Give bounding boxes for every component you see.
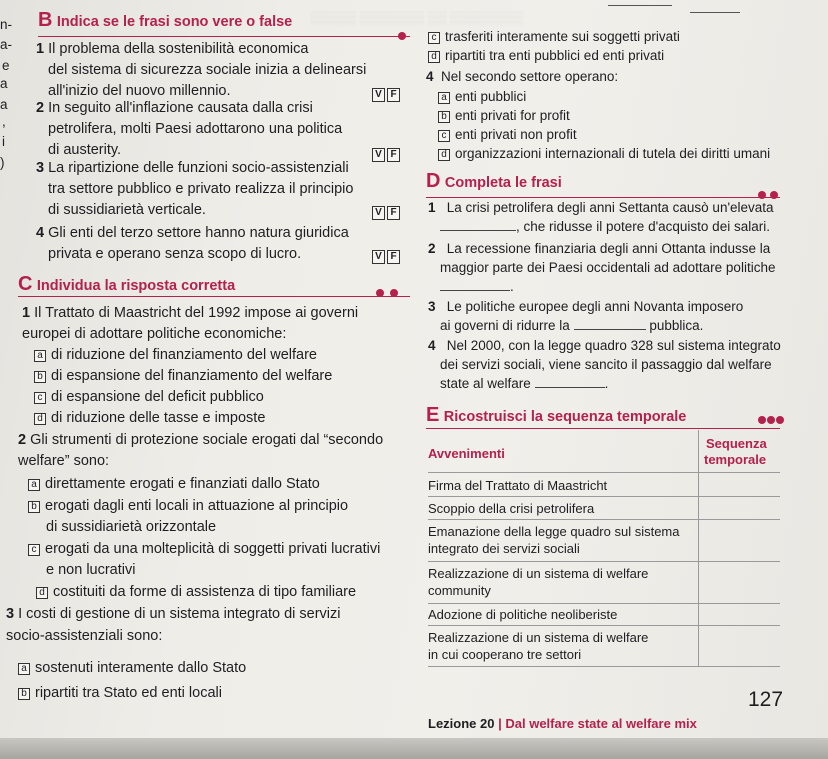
difficulty-dot bbox=[398, 32, 406, 40]
option-key-box: a bbox=[28, 479, 40, 491]
b-item-2-line: di austerity. bbox=[48, 142, 122, 158]
table-row-divider bbox=[428, 561, 780, 562]
difficulty-dot bbox=[376, 289, 384, 297]
c-q2-option-d-right[interactable]: d ripartiti tra enti pubblici ed enti privati bbox=[428, 48, 664, 64]
margin-fragment: n- bbox=[0, 17, 13, 32]
column-header-sequence: temporale bbox=[704, 452, 767, 467]
c-q2-line: welfare” sono: bbox=[18, 453, 110, 469]
table-row-divider bbox=[428, 603, 780, 604]
section-b-letter: B bbox=[38, 9, 53, 31]
b-item-4-line: 4 Gli enti del terzo settore hanno natura giuridica bbox=[36, 225, 349, 241]
column-header-events: Avvenimenti bbox=[428, 446, 505, 461]
b-item-1-line: 1 Il problema della sostenibilità economica bbox=[36, 41, 309, 57]
false-checkbox[interactable]: F bbox=[387, 250, 400, 264]
option-key-box: d bbox=[428, 51, 440, 63]
footer-lesson: Lezione 20 bbox=[428, 716, 495, 731]
d-item-3-line: ai governi di ridurre la pubblica. bbox=[440, 318, 704, 333]
b-item-1-line: del sistema di sicurezza sociale inizia a delinearsi bbox=[48, 62, 367, 78]
table-row: in cui cooperano tre settori bbox=[428, 647, 582, 662]
false-checkbox[interactable]: F bbox=[387, 148, 400, 162]
c-q4-option-a[interactable]: a enti pubblici bbox=[438, 89, 526, 105]
option-key-box: c bbox=[34, 392, 46, 404]
c-q2-option-c-cont: e non lucrativi bbox=[46, 562, 136, 578]
b-item-3-line: di sussidiarietà verticale. bbox=[48, 202, 206, 218]
c-q3-option-b[interactable]: b ripartiti tra Stato ed enti locali bbox=[18, 685, 222, 702]
b-item-3-line: 3 La ripartizione delle funzioni socio-assistenziali bbox=[36, 160, 349, 176]
table-row: Emanazione della legge quadro sul sistema bbox=[428, 524, 680, 539]
difficulty-dot bbox=[776, 416, 784, 424]
c-q1-option-c[interactable]: c di espansione del deficit pubblico bbox=[34, 389, 264, 406]
c-q2-line: 2 Gli strumenti di protezione sociale erogati dal “secondo bbox=[18, 432, 384, 448]
option-key-box: d bbox=[438, 149, 450, 161]
false-checkbox[interactable]: F bbox=[387, 88, 400, 102]
table-row-divider bbox=[428, 472, 780, 473]
b-item-3-line: tra settore pubblico e privato realizza il principio bbox=[48, 181, 354, 197]
option-key-box: b bbox=[28, 501, 40, 513]
option-key-box: c bbox=[28, 544, 40, 556]
margin-fragment: a bbox=[0, 97, 8, 112]
b-item-2-line: petrolifera, molti Paesi adottarono una politica bbox=[48, 121, 343, 137]
difficulty-dot bbox=[767, 416, 775, 424]
b-item-1-line: all'inizio del nuovo millennio. bbox=[48, 83, 231, 99]
table-row: Scoppio della crisi petrolifera bbox=[428, 501, 595, 516]
false-checkbox[interactable]: F bbox=[387, 206, 400, 220]
top-rule-left bbox=[608, 5, 672, 6]
margin-fragment: i bbox=[2, 134, 5, 149]
d-item-3-line: 3 Le politiche europee degli anni Novanta imposero bbox=[428, 299, 744, 314]
c-q4-option-d[interactable]: d organizzazioni internazionali di tutela dei diritti umani bbox=[438, 146, 770, 162]
c-q2-option-a[interactable]: a direttamente erogati e finanziati dallo Stato bbox=[28, 476, 320, 493]
margin-fragment: , bbox=[2, 114, 6, 129]
section-e-heading bbox=[426, 404, 686, 427]
c-q2-option-d[interactable]: d costituiti da forme di assistenza di tipo familiare bbox=[36, 584, 356, 601]
option-key-box: a bbox=[438, 92, 450, 104]
table-row: Adozione di politiche neoliberiste bbox=[428, 607, 618, 622]
option-key-box: b bbox=[18, 688, 30, 700]
b-item-3-number: 3 bbox=[36, 160, 45, 176]
option-key-box: d bbox=[34, 413, 46, 425]
column-header-sequence: Sequenza bbox=[706, 436, 767, 451]
b-item-1-number: 1 bbox=[36, 41, 45, 57]
option-key-box: b bbox=[438, 111, 450, 123]
c-q2-option-b-cont: di sussidiarietà orizzontale bbox=[46, 519, 217, 535]
option-key-box: c bbox=[438, 130, 450, 142]
section-d-rule bbox=[426, 197, 780, 198]
top-rule-right bbox=[690, 12, 740, 13]
c-q1-option-d[interactable]: d di riduzione delle tasse e imposte bbox=[34, 410, 265, 427]
table-row: Firma del Trattato di Maastricht bbox=[428, 478, 608, 493]
d-item-4-line: state al welfare . bbox=[440, 376, 609, 391]
table-row-divider bbox=[428, 666, 780, 667]
section-b-heading bbox=[38, 9, 292, 32]
fill-in-blank[interactable] bbox=[440, 290, 510, 291]
section-e-rule bbox=[426, 428, 780, 429]
c-q1-option-b[interactable]: b di espansione del finanziamento del welfare bbox=[34, 368, 332, 385]
c-q1-line: europei di adottare politiche economiche: bbox=[22, 326, 287, 342]
c-q2-option-c[interactable]: c erogati da una molteplicità di soggetti privati lucrativi bbox=[28, 541, 380, 558]
c-q2-option-c-right[interactable]: c trasferiti interamente sui soggetti privati bbox=[428, 29, 680, 45]
fill-in-blank[interactable] bbox=[440, 230, 516, 231]
d-item-4-line: 4 Nel 2000, con la legge quadro 328 sul sistema integrato bbox=[428, 338, 781, 353]
section-c-rule bbox=[18, 296, 410, 297]
footer-running-head bbox=[428, 716, 697, 731]
c-q3-option-a[interactable]: a sostenuti interamente dallo Stato bbox=[18, 660, 246, 677]
b-item-2-line: 2 In seguito all'inflazione causata dalla crisi bbox=[36, 100, 313, 116]
section-c-letter: C bbox=[18, 273, 33, 295]
b-item-4-line: privata e operano senza scopo di lucro. bbox=[48, 246, 302, 262]
c-q3-line: socio-assistenziali sono: bbox=[6, 628, 163, 644]
fill-in-blank[interactable] bbox=[535, 387, 605, 388]
section-d-letter: D bbox=[426, 170, 441, 192]
page-number: 127 bbox=[748, 688, 784, 711]
table-row: Realizzazione di un sistema di welfare bbox=[428, 566, 649, 581]
option-key-box: d bbox=[36, 587, 48, 599]
section-e-title: Ricostruisci la sequenza temporale bbox=[443, 409, 687, 425]
difficulty-dot bbox=[770, 191, 778, 199]
option-key-box: a bbox=[34, 350, 46, 362]
option-key-box: a bbox=[18, 663, 30, 675]
table-row: integrato dei servizi sociali bbox=[428, 541, 580, 556]
footer-separator: | bbox=[498, 716, 502, 731]
true-checkbox[interactable]: V bbox=[372, 206, 385, 220]
section-b-title: Indica se le frasi sono vere o false bbox=[56, 14, 293, 30]
d-item-2-line: 2 La recessione finanziaria degli anni Ottanta indusse la bbox=[428, 241, 771, 256]
table-row: community bbox=[428, 583, 491, 598]
page-bottom-shadow bbox=[0, 738, 828, 759]
table-column-divider bbox=[698, 430, 699, 666]
d-item-2-line: maggior parte dei Paesi occidentali ad adottare politiche bbox=[440, 260, 776, 275]
table-row-divider bbox=[428, 625, 780, 626]
fill-in-blank[interactable] bbox=[574, 329, 646, 330]
margin-fragment: a- bbox=[0, 37, 13, 52]
difficulty-dot bbox=[758, 416, 766, 424]
section-d-heading bbox=[426, 170, 562, 193]
difficulty-dot bbox=[758, 191, 766, 199]
true-checkbox[interactable]: V bbox=[372, 88, 385, 102]
table-row: Realizzazione di un sistema di welfare bbox=[428, 630, 649, 645]
d-item-1-line: , che ridusse il potere d'acquisto dei salari. bbox=[440, 219, 770, 235]
c-q2-option-b[interactable]: b erogati dagli enti locali in attuazione al principio bbox=[28, 498, 348, 515]
section-e-letter: E bbox=[426, 404, 440, 426]
section-b-rule bbox=[38, 36, 410, 37]
footer-chapter: Dal welfare state al welfare mix bbox=[505, 716, 697, 731]
difficulty-dot bbox=[390, 289, 398, 297]
option-key-box: b bbox=[34, 371, 46, 383]
c-q1-option-a[interactable]: a di riduzione del finanziamento del welfare bbox=[34, 347, 317, 364]
b-item-2-number: 2 bbox=[36, 100, 45, 116]
c-q4-line: 4 Nel secondo settore operano: bbox=[426, 69, 619, 84]
true-checkbox[interactable]: V bbox=[372, 250, 385, 264]
c-q4-option-c[interactable]: c enti privati non profit bbox=[438, 127, 577, 143]
section-d-title: Completa le frasi bbox=[444, 175, 562, 191]
margin-fragment: e bbox=[2, 58, 10, 73]
d-item-1-line: 1 La crisi petrolifera degli anni Settanta causò un'elevata bbox=[428, 200, 774, 215]
section-c-title: Individua la risposta corretta bbox=[36, 278, 236, 294]
d-item-4-line: dei servizi sociali, viene sancito il passaggio dal welfare bbox=[440, 357, 772, 372]
c-q4-option-b[interactable]: b enti privati for profit bbox=[438, 108, 570, 124]
show-through-text: ▒▒▒▒▒ ▒▒▒▒▒▒▒ ▒▒ ▒▒▒▒▒▒▒▒ bbox=[310, 10, 524, 25]
c-q3-line: 3 I costi di gestione di un sistema integrato di servizi bbox=[6, 606, 341, 622]
section-c-heading bbox=[18, 273, 235, 296]
d-item-2-line: . bbox=[440, 279, 514, 295]
table-row-divider bbox=[428, 496, 780, 497]
margin-fragment: a bbox=[0, 76, 8, 91]
option-key-box: c bbox=[428, 32, 440, 44]
table-row-divider bbox=[428, 519, 780, 520]
b-item-4-number: 4 bbox=[36, 225, 45, 241]
margin-fragment: ) bbox=[0, 155, 5, 170]
true-checkbox[interactable]: V bbox=[372, 148, 385, 162]
c-q1-line: 1 Il Trattato di Maastricht del 1992 impose ai governi bbox=[22, 305, 359, 321]
